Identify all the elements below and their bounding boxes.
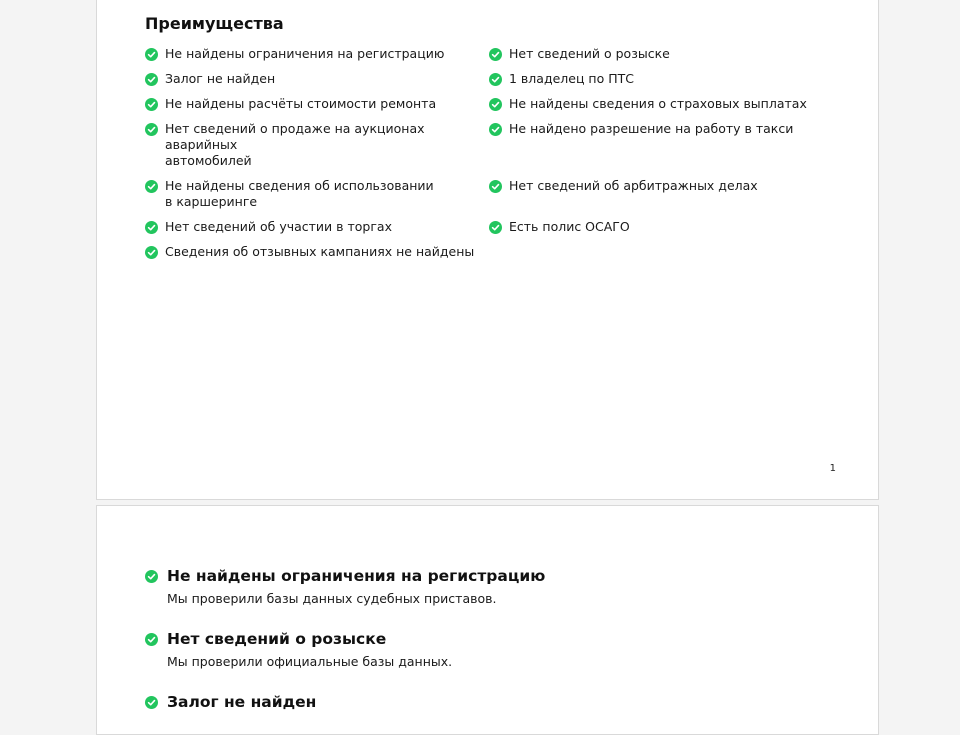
advantage-item: Нет сведений о продаже на аукционах аварийных автомобилей: [145, 121, 489, 169]
check-circle-icon: [489, 123, 502, 136]
advantage-item: Есть полис ОСАГО: [489, 219, 829, 235]
advantage-item: Нет сведений о розыске: [489, 46, 829, 62]
check-circle-icon: [145, 246, 158, 259]
check-circle-icon: [489, 73, 502, 86]
advantage-item: Залог не найден: [145, 71, 489, 87]
detail-item: [145, 566, 845, 607]
detail-description: Мы проверили базы данных судебных приставов.: [167, 591, 497, 606]
advantage-item: Нет сведений об арбитражных делах: [489, 178, 829, 210]
detail-title: Залог не найден: [167, 693, 317, 711]
advantage-item: Сведения об отзывных кампаниях не найдены: [145, 244, 489, 260]
check-circle-icon: [145, 48, 158, 61]
advantage-item: Не найдены ограничения на регистрацию: [145, 46, 489, 62]
check-circle-icon: [145, 73, 158, 86]
report-page-1: [96, 0, 879, 500]
detail-title: Не найдены ограничения на регистрацию: [167, 567, 546, 585]
advantage-item: Не найдены расчёты стоимости ремонта: [145, 96, 489, 112]
check-circle-icon: [145, 123, 158, 136]
check-circle-icon: [145, 180, 158, 193]
page-number: 1: [829, 463, 836, 474]
check-circle-icon: [489, 180, 502, 193]
check-circle-icon: [489, 48, 502, 61]
section-title-advantages: Преимущества: [145, 14, 284, 33]
advantages-grid: [145, 46, 845, 260]
advantage-item: 1 владелец по ПТС: [489, 71, 829, 87]
check-circle-icon: [489, 221, 502, 234]
advantage-item: Нет сведений об участии в торгах: [145, 219, 489, 235]
detail-item: [145, 629, 845, 670]
report-page-2: [96, 505, 879, 735]
check-circle-icon: [489, 98, 502, 111]
advantage-item: Не найдено разрешение на работу в такси: [489, 121, 829, 169]
advantage-item: Не найдены сведения об использовании в каршеринге: [145, 178, 489, 210]
detail-description: Мы проверили официальные базы данных.: [167, 654, 453, 669]
check-circle-icon: [145, 633, 158, 646]
check-circle-icon: [145, 221, 158, 234]
check-circle-icon: [145, 570, 158, 583]
detail-item: [145, 692, 845, 712]
check-circle-icon: [145, 98, 158, 111]
check-circle-icon: [145, 696, 158, 709]
detail-list: [145, 566, 845, 734]
advantage-item: Не найдены сведения о страховых выплатах: [489, 96, 829, 112]
detail-title: Нет сведений о розыске: [167, 630, 387, 648]
